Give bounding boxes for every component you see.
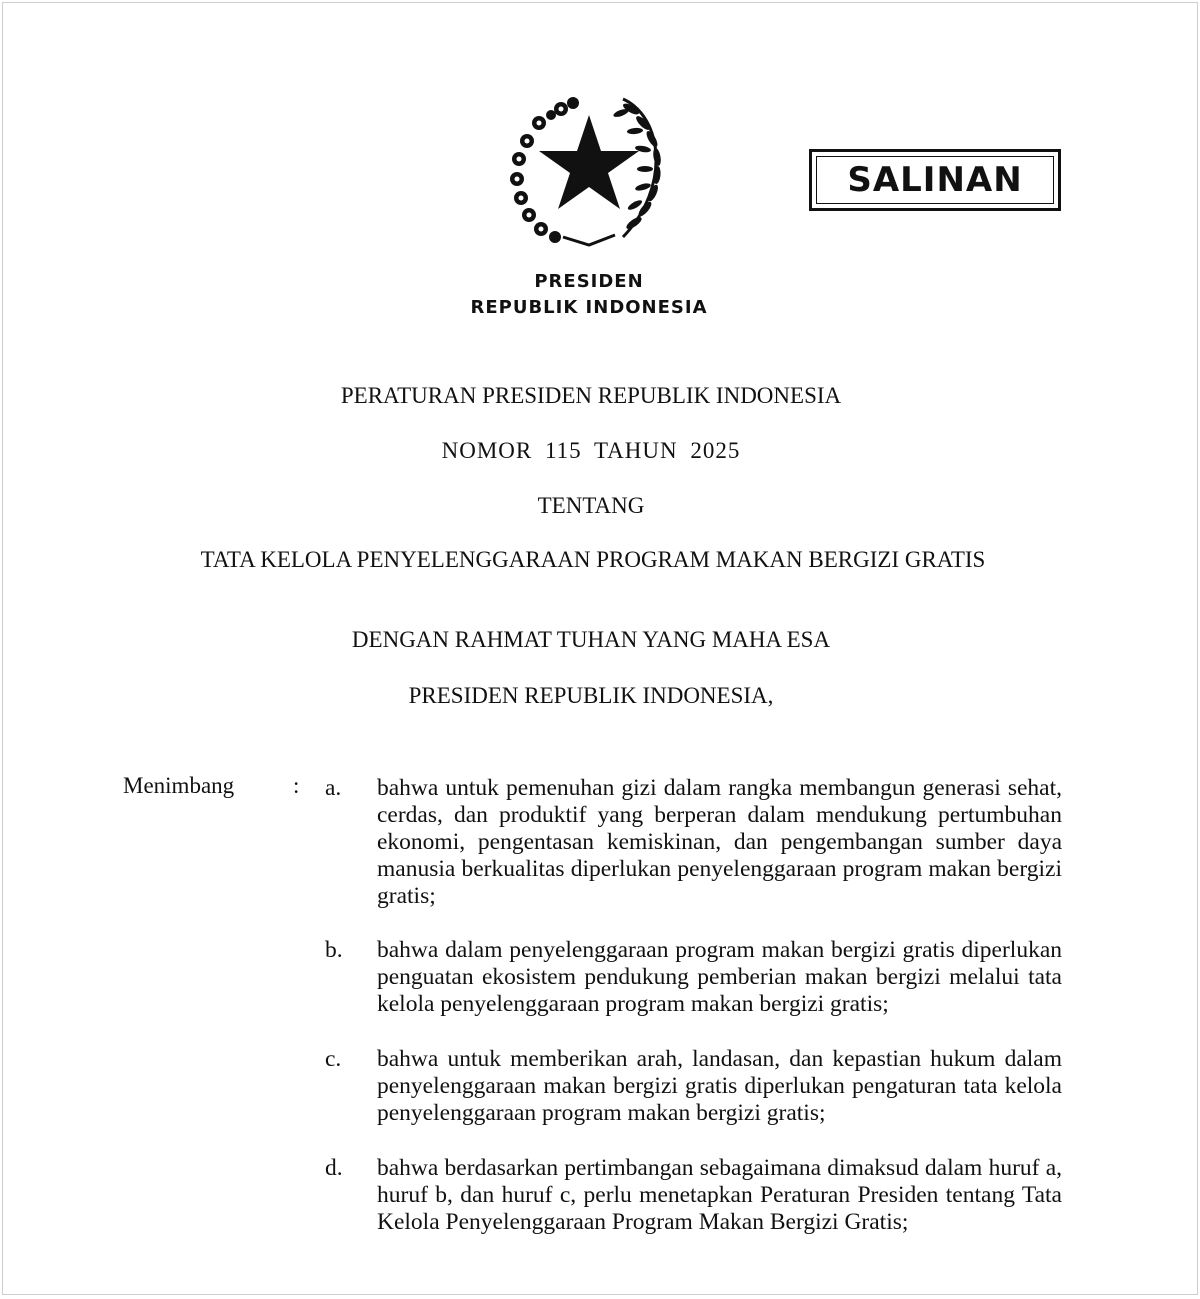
issuer-title: PRESIDEN: [534, 271, 644, 292]
presidential-emblem-icon: [503, 87, 675, 249]
document-page: [2, 2, 1198, 1295]
item-text: bahwa dalam penyelenggaraan program makan bergizi gratis diperlukan penguatan ekosistem pendukung pemberian makan bergizi melalui tata kelola penyelenggaraan program makan bergizi gratis;: [377, 937, 1062, 1017]
issuer-block: [403, 269, 775, 321]
regulation-about-label: TENTANG: [537, 493, 645, 518]
salinan-stamp: SALINAN: [809, 149, 1061, 211]
item-letter: b.: [325, 937, 343, 963]
regulation-title: PERATURAN PRESIDEN REPUBLIK INDONESIA: [340, 383, 842, 408]
item-letter: c.: [325, 1046, 342, 1072]
item-text: bahwa berdasarkan pertimbangan sebagaimana dimaksud dalam huruf a, huruf b, dan huruf c, perlu menetapkan Peraturan Presiden tentang Tata Kelola Penyelenggaraan Program Makan Bergizi Gratis;: [377, 1155, 1062, 1235]
preamble-issuer: PRESIDEN REPUBLIK INDONESIA,: [408, 683, 774, 708]
item-letter: a.: [325, 775, 342, 801]
regulation-subject: TATA KELOLA PENYELENGGARAAN PROGRAM MAKAN BERGIZI GRATIS: [200, 547, 986, 572]
considering-label: Menimbang: [123, 773, 235, 798]
preamble-invocation: DENGAN RAHMAT TUHAN YANG MAHA ESA: [351, 627, 831, 652]
considering-colon: :: [293, 773, 300, 798]
regulation-number: NOMOR 115 TAHUN 2025: [441, 438, 741, 463]
issuer-country: REPUBLIK INDONESIA: [470, 297, 708, 318]
item-text: bahwa untuk memberikan arah, landasan, dan kepastian hukum dalam penyelenggaraan makan bergizi gratis diperlukan pengaturan tata kelola penyelenggaraan program makan bergizi gratis;: [377, 1046, 1062, 1126]
item-letter: d.: [325, 1155, 343, 1181]
item-text: bahwa untuk pemenuhan gizi dalam rangka membangun generasi sehat, cerdas, dan produktif yang berperan dalam mendukung pertumbuhan ekonomi, pengentasan kemiskinan, dan pengembangan sumber daya manusia berkualitas diperlukan penyelenggaraan program makan bergizi gratis;: [377, 775, 1062, 909]
